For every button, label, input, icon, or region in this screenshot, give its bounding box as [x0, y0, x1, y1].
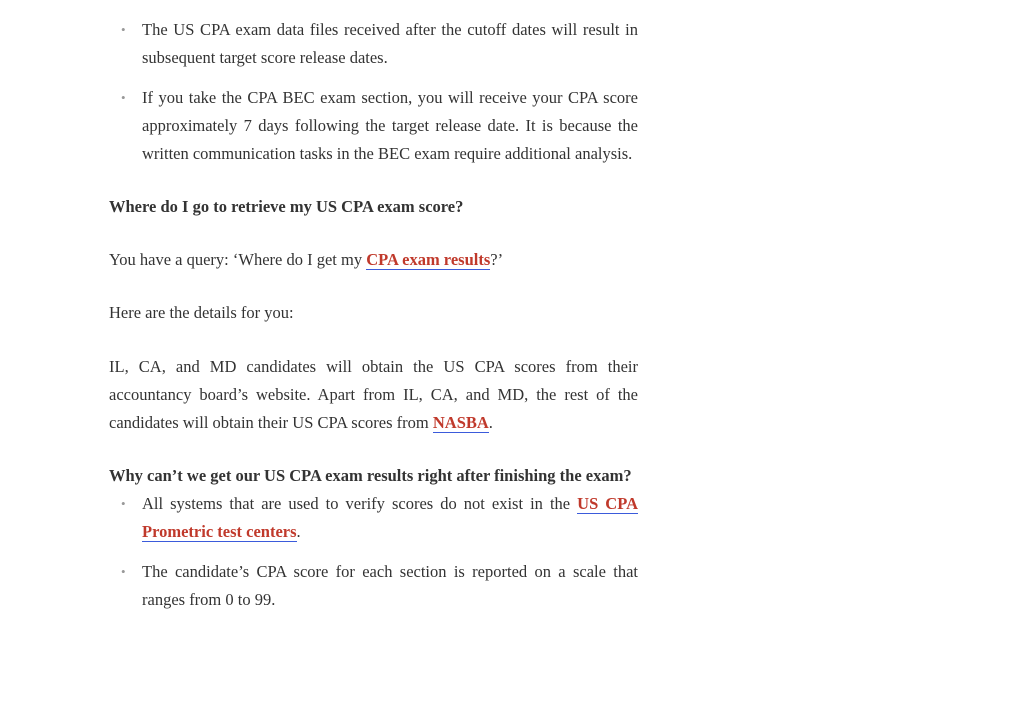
list-item-text-after: .	[296, 522, 301, 541]
list-item	[109, 490, 638, 546]
nasba-link[interactable]: NASBA	[432, 413, 489, 432]
candidates-paragraph	[109, 353, 638, 437]
cpa-exam-results-link[interactable]: CPA exam results	[366, 250, 491, 269]
article-content	[109, 16, 638, 614]
bullet-icon: •	[121, 496, 126, 511]
list-item-text: If you take the CPA BEC exam section, you will receive your CPA score approximately 7 days following the target release date. It is because the written communication tasks in the BEC exam require additional analysis.	[142, 88, 638, 163]
query-paragraph	[109, 246, 638, 274]
section-heading-why: Why can’t we get our US CPA exam results right after finishing the exam?	[109, 466, 632, 485]
candidates-text: IL, CA, and MD candidates will obtain the US CPA scores from their accountancy board’s website. Apart from IL, CA, and MD, the rest of the candidates will obtain their US CPA scores from	[109, 357, 638, 432]
prometric-test-centers-link[interactable]: US CPA Prometric test centers	[142, 494, 638, 541]
list-item-text: The US CPA exam data files received after the cutoff dates will result in subsequent target score release dates.	[142, 20, 638, 67]
bullet-icon: •	[121, 22, 126, 37]
list-item	[109, 16, 638, 72]
query-text-before: You have a query: ‘Where do I get my	[109, 250, 367, 269]
section-heading-retrieve: Where do I go to retrieve my US CPA exam score?	[109, 197, 464, 216]
bullet-icon: •	[121, 90, 126, 105]
query-text-after: ?’	[490, 250, 504, 269]
details-intro: Here are the details for you:	[109, 303, 294, 322]
bullet-icon: •	[121, 564, 126, 579]
list-item-text: All systems that are used to verify scores do not exist in the	[142, 494, 578, 513]
list-item	[109, 558, 638, 614]
bullet-list-bottom	[109, 490, 638, 614]
candidates-text-after: .	[488, 413, 493, 432]
list-item	[109, 84, 638, 168]
bullet-list-top	[109, 16, 638, 168]
list-item-text: The candidate’s CPA score for each section is reported on a scale that ranges from 0 to 99.	[142, 562, 638, 609]
